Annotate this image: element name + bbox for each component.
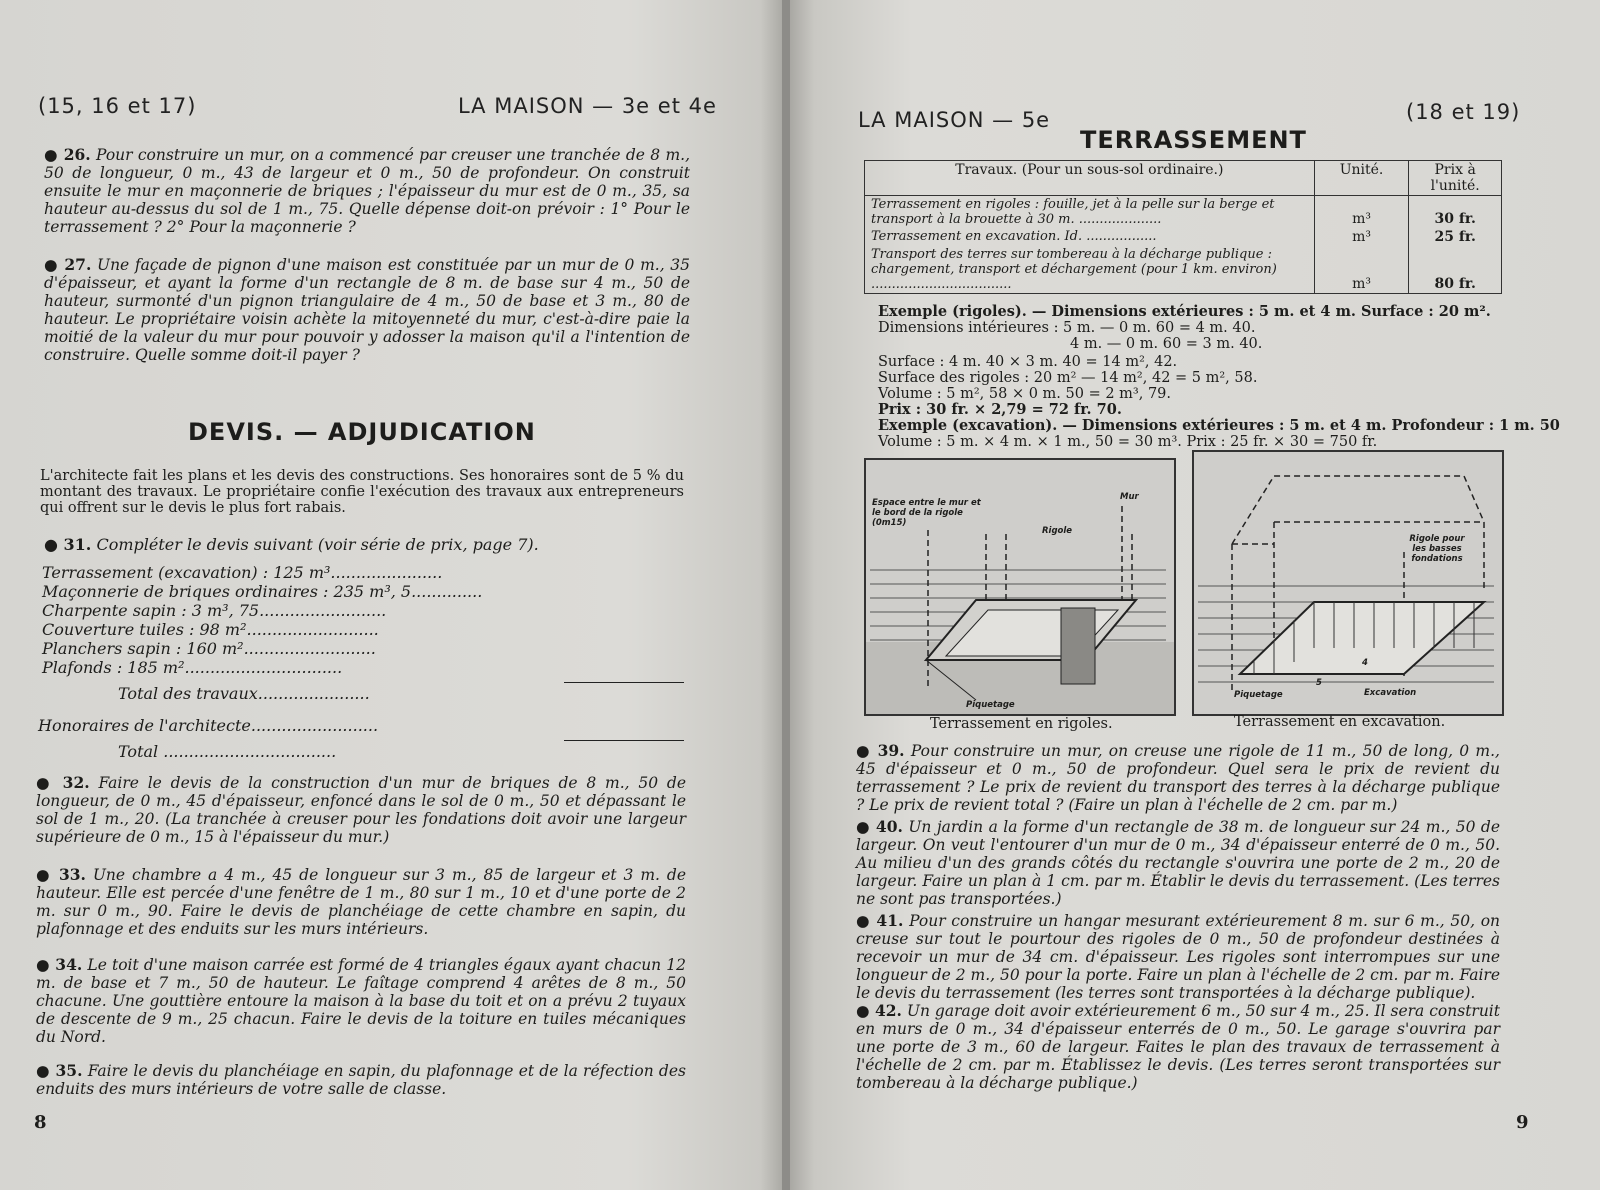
label-piquetage: Piquetage (966, 700, 1015, 710)
problem-bullet: ● 41. (856, 911, 904, 930)
problem-text: Un jardin a la forme d'un rectangle de 38 m. de longueur sur 24 m., 50 de largeur. On veut l'entourer d'un mur de 0 m., 34 d'épaisseur enterré de 0 m., 50. Au milieu d'un des grands côtés du rectangle s'ouvrira une porte de 2 m., 20 de largeur. Faire un plan à 1 cm. par m. Établir le devis du terrassement. (Les terres ne sont pas transportées.) (856, 818, 1501, 908)
caption-excavation: Terrassement en excavation. (1234, 714, 1446, 730)
section-title-terrassement: TERRASSEMENT (1080, 126, 1307, 154)
honoraires-line: Honoraires de l'architecte......................... (38, 716, 379, 735)
problem-31 (44, 536, 644, 554)
example-line: 4 m. — 0 m. 60 = 3 m. 40. (1070, 336, 1263, 352)
table-header-row (865, 161, 1502, 196)
problem-bullet: ● 31. (44, 535, 92, 554)
devis-line: Terrassement (excavation) : 125 m³...................... (42, 563, 443, 582)
example-line: Surface des rigoles : 20 m² — 14 m², 42 = 5 m², 58. (878, 370, 1258, 386)
example-line: Volume : 5 m², 58 × 0 m. 50 = 2 m³, 79. (878, 386, 1172, 402)
left-header-title: LA MAISON — 3e et 4e (458, 94, 717, 118)
problem-27 (44, 256, 690, 364)
devis-line: Maçonnerie de briques ordinaires : 235 m³, 5.............. (42, 582, 483, 601)
tarif-table (864, 160, 1502, 294)
problem-bullet: ● 27. (44, 255, 92, 274)
left-page (0, 0, 784, 1190)
problem-bullet: ● 32. (36, 773, 90, 792)
problem-text: Le toit d'une maison carrée est formé de 4 triangles égaux ayant chacun 12 m. de base et 7 m., 50 de hauteur. Le faîtage comprend 4 arêtes de 8 m., 50 chacune. Une gouttière entoure la maison à la base du toit et on a prévu 2 tuyaux de descente de 9 m., 25 chacun. Faire le devis de la toiture en tuiles mécaniques du Nord. (36, 956, 687, 1046)
devis-line: Couverture tuiles : 98 m².......................... (42, 620, 379, 639)
problem-35 (36, 1062, 686, 1098)
problem-text: Pour construire un mur, on creuse une rigole de 11 m., 50 de long, 0 m., 45 d'épaisseur et 0 m., 50 de profondeur. Quel sera le prix de revient du terrassement ? Le prix de revient du transport des terres à la décharge publique ? Le prix de revient total ? (Faire un plan à l'échelle de 2 cm. par m.) (856, 742, 1500, 814)
problem-bullet: ● 39. (856, 741, 905, 760)
table-row (865, 228, 1502, 246)
label-dimension-4: 4 (1362, 658, 1368, 668)
problem-text: Un garage doit avoir extérieurement 6 m., 50 sur 4 m., 25. Il sera construit en murs de 0 m., 34 d'épaisseur enterrés de 0 m., 50. Le garage s'ouvrira par une porte de 3 m., 60 de largeur. Faites le plan des travaux de terrassement à l'échelle de 2 cm. par m. Établissez le devis. (Les terres seront transportées sur tombereau à la décharge publique.) (856, 1002, 1500, 1092)
problem-40 (856, 818, 1500, 908)
table-header-unite: Unité. (1314, 161, 1409, 196)
left-header-range: (15, 16 et 17) (38, 94, 197, 118)
label-excavation: Excavation (1364, 688, 1417, 698)
problem-bullet: ● 26. (44, 145, 91, 164)
table-row (865, 196, 1502, 229)
problem-text: Faire le devis du planchéiage en sapin, du plafonnage et de la réfection des enduits des murs intérieurs de votre salle de classe. (36, 1062, 686, 1098)
label-espace: Espace entre le mur et le bord de la rigole (0m15) (872, 498, 981, 528)
example-line: Exemple (excavation). — Dimensions extérieures : 5 m. et 4 m. Profondeur : 1 m. 50 (878, 417, 1560, 434)
table-cell-prix: 30 fr. (1409, 196, 1502, 229)
problem-33 (36, 866, 686, 938)
problem-text: Une chambre a 4 m., 45 de longueur sur 3 m., 85 de largeur et 3 m. de hauteur. Elle est percée d'une fenêtre de 1 m., 80 sur 1 m., 10 et d'une porte de 2 m. sur 0 m., 90. Faire le devis de planchéiage de cette chambre en sapin, du plafonnage et des enduits sur les murs intérieurs. (36, 866, 686, 938)
sum-rule (564, 682, 684, 683)
page-number-right: 9 (1516, 1112, 1529, 1133)
right-header-title: LA MAISON — 5e (858, 108, 1051, 132)
table-cell-travaux: Transport des terres sur tombereau à la décharge publique : chargement, transport et déchargement (pour 1 km. environ) .................................. (865, 246, 1315, 294)
example-line: Volume : 5 m. × 4 m. × 1 m., 50 = 30 m³. Prix : 25 fr. × 30 = 750 fr. (878, 434, 1378, 450)
devis-intro: L'architecte fait les plans et les devis des constructions. Ses honoraires sont de 5 % du montant des travaux. Le propriétaire confie l'exécution des travaux aux entrepreneurs qui offrent sur le devis le plus fort rabais. (40, 468, 684, 516)
figure-rigoles (864, 458, 1176, 716)
table-header-prix: Prix à l'unité. (1409, 161, 1502, 196)
label-mur: Mur (1120, 492, 1139, 502)
problem-bullet: ● 34. (36, 955, 83, 974)
table-cell-prix: 80 fr. (1409, 246, 1502, 294)
problem-bullet: ● 40. (856, 817, 903, 836)
problem-text: Faire le devis de la construction d'un mur de briques de 8 m., 50 de longueur, de 0 m., 45 d'épaisseur, enfoncé dans le sol de 0 m., 50 et dépassant le sol de 1 m., 20. (La tranchée à creuser pour les fondations doit avoir une largeur supérieure de 0 m., 15 à l'épaisseur du mur.) (36, 774, 686, 846)
devis-line: Planchers sapin : 160 m².......................... (42, 639, 376, 658)
label-dimension-5: 5 (1316, 678, 1322, 688)
figure-excavation (1192, 450, 1504, 716)
table-cell-travaux: Terrassement en rigoles : fouille, jet à la pelle sur la berge et transport à la brouette à 30 m. .................... (865, 196, 1315, 229)
label-rigole-fondations: Rigole pour les basses fondations (1409, 534, 1465, 564)
table-header-travaux: Travaux. (Pour un sous-sol ordinaire.) (865, 161, 1315, 196)
right-header-range: (18 et 19) (1406, 100, 1521, 124)
table-cell-travaux: Terrassement en excavation. Id. ................. (865, 228, 1315, 246)
problem-text: Pour construire un mur, on a commencé par creuser une tranchée de 8 m., 50 de longueur, 0 m., 43 de largeur et 0 m., 50 de profondeur. On construit ensuite le mur en maçonnerie de briques ; l'épaisseur du mur est de 0 m., 35, sa hauteur au-dessus du sol de 1 m., 75. Quelle dépense doit-on prévoir : 1° Pour le terrassement ? 2° Pour la maçonnerie ? (44, 146, 690, 236)
problem-text: Compléter le devis suivant (voir série de prix, page 7). (96, 535, 539, 554)
table-cell-unite: m³ (1314, 246, 1409, 294)
problem-text: Une façade de pignon d'une maison est constituée par un mur de 0 m., 35 d'épaisseur, et ayant la forme d'un rectangle de 8 m. de base sur 4 m., 50 de hauteur, surmonté d'un pignon triangulaire de 4 m., 50 de base et 3 m., 80 de hauteur. Le propriétaire voisin achète la mitoyenneté du mur, c'est-à-dire paie la moitié de la valeur du mur pour pouvoir y adosser la maison qu'il a l'intention de construire. Quelle somme doit-il payer ? (44, 256, 690, 364)
problem-34 (36, 956, 686, 1046)
total-travaux-line: Total des travaux...................... (118, 684, 370, 703)
problem-bullet: ● 35. (36, 1061, 83, 1080)
table-cell-prix: 25 fr. (1409, 228, 1502, 246)
devis-line: Charpente sapin : 3 m³, 75......................... (42, 601, 387, 620)
problem-text: Pour construire un hangar mesurant extérieurement 8 m. sur 6 m., 50, on creuse sur tout le pourtour des rigoles de 0 m., 50 de profondeur destinées à recevoir un mur de 34 cm. d'épaisseur. Les rigoles sont interrompues sur une longueur de 2 m., 50 pour la porte. Faire un plan à l'échelle de 2 cm. par m. Faire le devis du terrassement (les terres sont transportées à la décharge publique). (856, 912, 1501, 1002)
problem-bullet: ● 42. (856, 1001, 902, 1020)
problem-42 (856, 1002, 1500, 1092)
problem-39 (856, 742, 1500, 814)
problem-41 (856, 912, 1500, 1002)
label-piquetage: Piquetage (1234, 690, 1283, 700)
sum-rule (564, 740, 684, 741)
problem-bullet: ● 33. (36, 865, 86, 884)
problem-26 (44, 146, 690, 236)
section-title-devis: DEVIS. — ADJUDICATION (188, 418, 536, 446)
devis-line: Plafonds : 185 m²............................... (42, 658, 343, 677)
right-page (790, 0, 1600, 1190)
label-rigole: Rigole (1042, 526, 1073, 536)
table-row (865, 246, 1502, 294)
example-line: Dimensions intérieures : 5 m. — 0 m. 60 = 4 m. 40. (878, 320, 1256, 336)
example-line: Surface : 4 m. 40 × 3 m. 40 = 14 m², 42. (878, 354, 1178, 370)
problem-32 (36, 774, 686, 846)
example-line: Exemple (rigoles). — Dimensions extérieures : 5 m. et 4 m. Surface : 20 m². (878, 303, 1491, 320)
table-cell-unite: m³ (1314, 196, 1409, 229)
example-line: Prix : 30 fr. × 2,79 = 72 fr. 70. (878, 401, 1122, 418)
figure-excavation-drawing (1194, 452, 1502, 714)
page-number-left: 8 (34, 1112, 47, 1133)
total-line: Total .................................. (118, 742, 337, 761)
table-cell-unite: m³ (1314, 228, 1409, 246)
caption-rigoles: Terrassement en rigoles. (930, 716, 1113, 732)
